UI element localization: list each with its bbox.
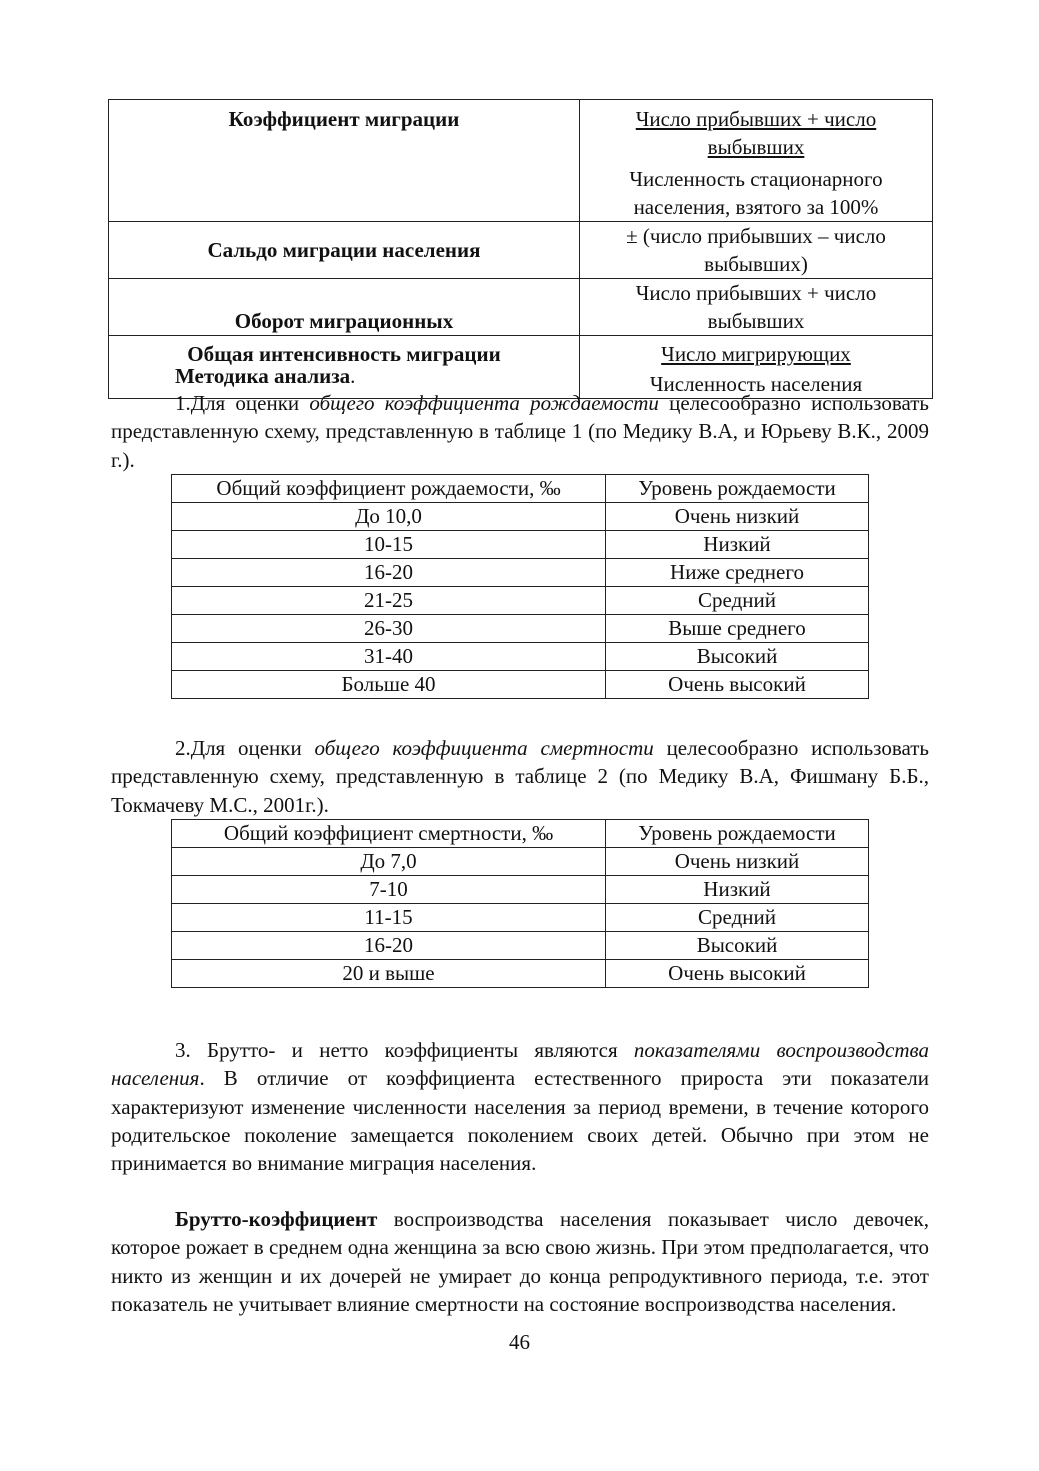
table-row: [109, 222, 933, 279]
table-cell: Низкий: [606, 876, 869, 904]
table-row: [172, 960, 869, 988]
table-header-row: [172, 475, 869, 503]
birth-rate-table: [171, 474, 869, 699]
paragraph-death-rate: 2.Для оценки общего коэффициента смертности целесообразно использовать представленную схему, представленную в таблице 2 (по Медику В.А, Фишману Б.Б., Токмачеву М.С., 2001г.).: [111, 736, 930, 817]
table-cell: До 7,0: [172, 848, 606, 876]
table-header-cell: Уровень рождаемости: [606, 475, 869, 503]
table-cell: Средний: [606, 904, 869, 932]
table-row: [109, 279, 933, 336]
table-cell-label: Сальдо миграции населения: [109, 222, 580, 279]
table-cell: Очень низкий: [606, 503, 869, 531]
table-cell: Выше среднего: [606, 615, 869, 643]
table-cell: Низкий: [606, 531, 869, 559]
table-header-cell: Общий коэффициент рождаемости, ‰: [172, 475, 606, 503]
table-row: [172, 531, 869, 559]
table-row: [172, 932, 869, 960]
table-row: [172, 904, 869, 932]
table-cell: Больше 40: [172, 671, 606, 699]
table-cell: Очень высокий: [606, 671, 869, 699]
table-row: [109, 100, 933, 222]
migration-table: [108, 99, 933, 399]
paragraph-gross-rate: Брутто-коэффициент воспроизводства населения показывает число девочек, которое рожает в среднем одна женщина за всю свою жизнь. При этом предполагается, что никто из женщин и их дочерей не умирает до конца репродуктивного периода, т.е. этот показатель не учитывает влияние смертности на состояние воспроизводства населения.: [111, 1207, 929, 1316]
table-row: [172, 615, 869, 643]
table-cell: Ниже среднего: [606, 559, 869, 587]
table-row: [172, 587, 869, 615]
table-cell: 26-30: [172, 615, 606, 643]
table-cell: 11-15: [172, 904, 606, 932]
death-rate-table: [171, 819, 869, 988]
table-cell: Очень низкий: [606, 848, 869, 876]
paragraph-birth-rate: 1.Для оценки общего коэффициента рождаемости целесообразно использовать представленную схему, представленную в таблице 1 (по Медику В.А, и Юрьеву В.К., 2009 г.).: [111, 391, 929, 472]
formula-cell: Число прибывших + число выбывших: [580, 279, 933, 336]
table-row: [172, 559, 869, 587]
formula-cell: ± (число прибывших – число выбывших): [580, 222, 933, 279]
table-cell: 21-25: [172, 587, 606, 615]
table-header-row: [172, 820, 869, 848]
table-cell: Средний: [606, 587, 869, 615]
page-number: 46: [509, 1330, 530, 1354]
table-cell: 10-15: [172, 531, 606, 559]
table-cell: Очень высокий: [606, 960, 869, 988]
formula-numerator: Число мигрирующих: [661, 342, 851, 366]
paragraph-reproduction: 3. Брутто- и нетто коэффициенты являются показателями воспроизводства населения. В отличие от коэффициента естественного прироста эти показатели характеризуют изменение численности населения за период времени, в течение которого родительское поколение замещается поколением своих детей. Обычно при этом не принимается во внимание миграция населения.: [111, 1038, 929, 1176]
table-cell: Высокий: [606, 643, 869, 671]
table-header-cell: Уровень рождаемости: [606, 820, 869, 848]
table-cell: Высокий: [606, 932, 869, 960]
formula-numerator: Число прибывших + число выбывших: [635, 107, 877, 159]
table-cell: До 10,0: [172, 503, 606, 531]
table-cell-label: Оборот миграционных: [109, 279, 580, 336]
table-row: [172, 671, 869, 699]
section-heading: Методика анализа.: [175, 364, 356, 388]
table-cell: 7-10: [172, 876, 606, 904]
table-row: [172, 503, 869, 531]
table-header-cell: Общий коэффициент смертности, ‰: [172, 820, 606, 848]
table-cell: 31-40: [172, 643, 606, 671]
table-row: [172, 643, 869, 671]
formula-denominator: Численность населения: [649, 372, 863, 396]
table-cell-label: Общая интенсивность миграции: [109, 336, 580, 399]
formula-cell: [580, 100, 933, 222]
formula-denominator: Численность стационарного населения, взятого за 100%: [629, 167, 883, 219]
table-row: [172, 848, 869, 876]
table-row: [172, 876, 869, 904]
table-cell: 16-20: [172, 559, 606, 587]
table-cell: 16-20: [172, 932, 606, 960]
table-cell: 20 и выше: [172, 960, 606, 988]
table-cell-label: Коэффициент миграции: [109, 100, 580, 222]
